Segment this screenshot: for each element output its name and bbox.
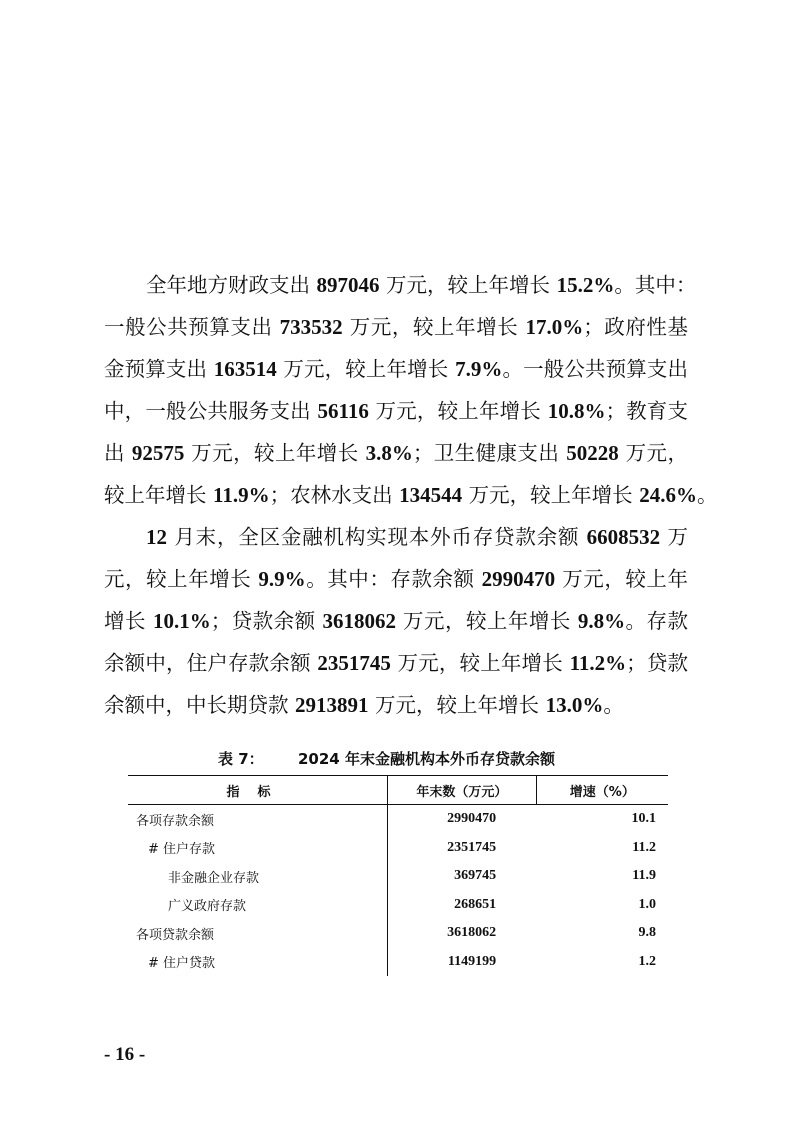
figure-value: 3618062 [322, 609, 397, 633]
figure-value: 7.9% [455, 357, 503, 381]
year-end-value-cell: 3618062 [388, 919, 537, 948]
text-segment: 全年地方财政支出 [146, 273, 317, 297]
text-segment: 月末，全区金融机构实现本外币存贷款余额 [167, 525, 587, 549]
text-segment: 一般公共预算支出 [104, 315, 280, 339]
figure-value: 134544 [399, 483, 463, 507]
figure-value: 92575 [131, 441, 185, 465]
text-segment: 中，一般公共服务支出 [104, 399, 318, 423]
text-segment: 万元，较上年增长 [368, 693, 546, 717]
paragraph-line [104, 390, 688, 432]
figure-value: 10.1% [152, 609, 211, 633]
table-row [128, 834, 668, 863]
text-segment: 万元， [618, 441, 688, 465]
paragraph-line [104, 306, 688, 348]
figure-value: 2990470 [481, 567, 556, 591]
text-segment: 万元，较上年增长 [396, 609, 578, 633]
paragraph-line [104, 432, 688, 474]
text-segment: 万元，较上年增长 [462, 483, 640, 507]
figure-value: 12 [146, 525, 167, 549]
text-segment: 万元，较上年 [555, 567, 688, 591]
text-segment: 万 [660, 525, 688, 549]
paragraph-fiscal-expenditure [104, 264, 718, 516]
text-segment: 。其中： [614, 273, 697, 297]
year-end-value-cell: 1149199 [388, 948, 537, 977]
figure-value: 3.8% [365, 441, 413, 465]
text-segment: 。一般公共预算支出 [502, 357, 688, 381]
indicator-cell: 广义政府存款 [168, 899, 247, 915]
figure-value: 897046 [316, 273, 380, 297]
text-segment: 元，较上年增长 [104, 567, 259, 591]
figure-value: 50228 [566, 441, 619, 465]
text-segment: 余额中，中长期贷款 [104, 693, 296, 717]
table-row [128, 919, 668, 948]
header-year-end-value: 年末数（万元） [388, 776, 537, 805]
paragraph-line [104, 558, 688, 600]
year-end-value-cell: 268651 [388, 891, 537, 920]
text-segment: ；农林水支出 [269, 483, 400, 507]
paragraph-line [104, 264, 697, 306]
table-row [128, 862, 668, 891]
figure-value: 13.0% [545, 693, 604, 717]
year-end-value-cell: 369745 [388, 862, 537, 891]
text-segment: 。存款 [625, 609, 688, 633]
figure-value: 56116 [317, 399, 369, 423]
paragraph-line [104, 600, 688, 642]
figure-value: 24.6% [639, 483, 697, 507]
text-segment: ；教育支 [605, 399, 688, 423]
text-segment: 万元，较上年增长 [342, 315, 526, 339]
text-segment: 万元，较上年增长 [368, 399, 548, 423]
table-row [128, 805, 668, 834]
paragraph-financial-deposits-loans [104, 516, 688, 726]
figure-value: 2351745 [317, 651, 391, 675]
text-segment: 。 [603, 693, 624, 717]
table-header-row [128, 776, 668, 805]
text-segment: ；卫生健康支出 [412, 441, 567, 465]
figure-value: 15.2% [556, 273, 615, 297]
figure-value: 6608532 [586, 525, 661, 549]
text-segment: 增长 [104, 609, 153, 633]
text-segment: 万元，较上年增长 [276, 357, 456, 381]
table-row [128, 948, 668, 977]
indicator-cell: # 住户存款 [148, 842, 216, 858]
paragraph-line [104, 474, 718, 516]
text-segment: 出 [104, 441, 132, 465]
indicator-cell: 各项贷款余额 [136, 927, 215, 943]
figure-value: 733532 [279, 315, 343, 339]
table-caption [128, 748, 668, 770]
growth-rate-cell: 10.1 [631, 811, 656, 827]
deposit-loan-table [128, 775, 668, 976]
table-caption-number: 表 7： [218, 750, 264, 768]
text-segment: 万元，较上年增长 [379, 273, 557, 297]
growth-rate-cell: 1.2 [638, 953, 656, 969]
text-segment: 万元，较上年增长 [390, 651, 570, 675]
table-body [128, 805, 668, 977]
growth-rate-cell: 11.9 [632, 868, 656, 884]
paragraph-line [104, 516, 688, 558]
figure-value: 2913891 [295, 693, 369, 717]
text-segment: 金预算支出 [104, 357, 214, 381]
page-number: - 16 - [104, 1044, 146, 1065]
figure-value: 9.8% [577, 609, 626, 633]
year-end-value-cell: 2990470 [388, 805, 537, 834]
growth-rate-cell: 1.0 [638, 896, 656, 912]
header-growth-rate: 增速（%） [536, 776, 668, 805]
figure-value: 9.9% [258, 567, 306, 591]
paragraph-line [104, 684, 688, 726]
header-indicator: 指标 [226, 784, 289, 800]
text-segment: ；贷款余额 [210, 609, 323, 633]
growth-rate-cell: 11.2 [632, 839, 656, 855]
paragraph-line [104, 642, 688, 684]
text-segment: ；政府性基 [583, 315, 688, 339]
text-segment: 万元，较上年增长 [184, 441, 366, 465]
table-caption-title: 2024 年末金融机构本外币存贷款余额 [298, 750, 555, 768]
indicator-cell: # 住户贷款 [148, 956, 216, 972]
indicator-cell: 非金融企业存款 [168, 870, 260, 886]
paragraph-line [104, 348, 688, 390]
figure-value: 17.0% [525, 315, 584, 339]
year-end-value-cell: 2351745 [388, 834, 537, 863]
text-segment: 。其中：存款余额 [305, 567, 482, 591]
growth-rate-cell: 9.8 [638, 925, 656, 941]
text-segment: 。 [696, 483, 718, 507]
text-segment: 较上年增长 [104, 483, 214, 507]
table-row [128, 891, 668, 920]
indicator-cell: 各项存款余额 [136, 813, 215, 829]
figure-value: 11.9% [213, 483, 270, 507]
text-segment: 余额中，住户存款余额 [104, 651, 318, 675]
text-segment: ；贷款 [626, 651, 688, 675]
figure-value: 10.8% [547, 399, 606, 423]
figure-value: 11.2% [569, 651, 627, 675]
figure-value: 163514 [213, 357, 277, 381]
